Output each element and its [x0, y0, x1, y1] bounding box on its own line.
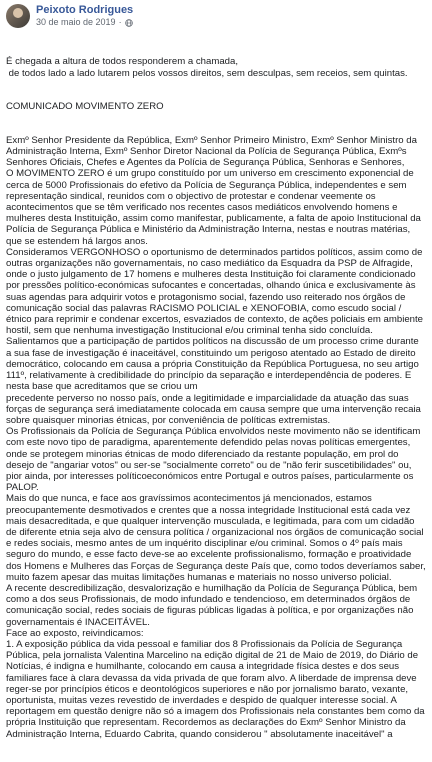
post-intro: É chegada a altura de todos responderem a chamada, de todos lado a lado lutarem pelos vossos direitos, sem desculpas, sem receios, sem quintas. [6, 56, 408, 79]
globe-icon [125, 19, 133, 27]
author-name[interactable]: Peixoto Rodrigues [36, 4, 134, 16]
post-heading: COMUNICADO MOVIMENTO ZERO [6, 101, 164, 113]
separator-dot: · [118, 17, 122, 27]
post-body [6, 34, 426, 762]
post-statement: Exmº Senhor Presidente da República, Exmº Senhor Primeiro Ministro, Exmº Senhor Ministro da Administração Interna, Exmº Senhor Diretor Nacional da Polícia de Segurança Pública, Exmºs Senhores Oficiais, Chefes e Agentes da Polícia de Segurança Pública, Senhoras e Senhores, O MOVIMENTO ZERO é um grupo constituído por um universo em crescimento exponencial de cerca de 5000 Profissionais do efetivo da Polícia de Segurança Pública, independentes e sem representação sindical, reunidos com o objectivo de protestar e condenar veemente os acontecimentos que se têm verificado nos recentes casos mediáticos envolvendo homens e mulheres desta Instituição, assim como manifestar, publicamente, a falta de apoio Institucional da Polícia de Segurança Pública e Ministério da Administração Interna, nestas e noutras matérias, que se estendem há largos anos. Consideramos VERGONHOSO o oportunismo de determinados partidos políticos, assim como de outras organizações não governamentais, no caso mediático da Esquadra da PSP de Alfragide, onde o justo julgamento de 17 homens e mulheres desta Instituição foi claramente condicionado por pressões político-económicas sufocantes e concertadas, olhando única e exclusivamente às suas agendas para adquirir votos e protagonismo social, fazendo uso reiterado nos órgãos de comunicação social das palavras RACISMO POLICIAL e XENOFOBIA, como escudo social / étnico para reprimir e condenar excertos, esvaziados de contexto, de ações policiais em ambiente hostil, sem que nenhuma investigação Institucional e/ou criminal tenha sido concluída. Salientamos que a participação de partidos políticos na discussão de um processo crime durante a sua fase de investigação é inaceitável, constituindo um perigoso atentado ao Estado de direito democrático, colocando em causa a própria Constituição da República Portuguesa, no seu artigo 111º, relativamente à credibilidade do princípio da separação e interdependência de poderes. E nesta base que acreditamos que se criou um precedente perverso no nosso país, onde a legitimidade e imparcialidade da atuação das suas forças de segurança será imediatamente colocada em causa sempre que uma intervenção recaia sobre quaisquer minorias étnicas, por conveniência de políticas extremistas. Os Profissionais da Polícia de Segurança Pública envolvidos neste movimento não se identificam com este novo tipo de paradigma, aparentemente defendido pelas novas políticas emergentes, onde se protegem minorias étnicas de modo diferenciado da restante população, em prol do desejo de "angariar votos" ou ser-se "socialmente correto" ou de "não ferir suscetibilidades" ou, pior ainda, por interesses políticoeconómicos entre Portugal e outros países, particularmente os PALOP. Mais do que nunca, e face aos gravíssimos acontecimentos já mencionados, estamos preocupantemente desmotivados e crentes que a nossa integridade Institucional está cada vez mais desacreditada, e que qualquer intervenção musculada, e legitimada, para com um cidadão de diferente etnia seja alvo de censura política / organizacional nos órgãos de comunicação social e redes sociais, mesmo antes de um inquérito disciplinar e/ou criminal. Somos o 4º país mais seguro do mundo, e esse facto deve-se ao excelente profissionalismo, formação e proatividade dos Homens e Mulheres das Forças de Segurança deste País que, como todos deveríamos saber, muito fazem apesar das muitas limitações humanas e materiais no nosso universo policial. A recente descredibilização, desvalorização e humilhação da Polícia de Segurança Pública, bem como a dos seus Profissionais, de modo infundado e tendencioso, em determinados órgãos de comunicação social, redes sociais de figuras públicas ligadas à política, e por organizações não governamentais é INACEITÁVEL. Face ao exposto, reivindicamos: 1. A exposição pública da vida pessoal e familiar dos 8 Profissionais da Polícia de Segurança Pública, pela jornalista Valentina Marcelino na edição digital de 21 de Maio de 2019, do Diário de Notícias, é indigna e humilhante, colocando em causa a integridade física destes e dos seus familiares face à clara devassa da vida privada de que foram alvo. A liberdade de imprensa deve reger-se por princípios éticos e deontológicos superiores e não por jornalismo barato, vexante, oportunista, muitas vezes revestido de inverdades e despido de qualquer interesse social. A reportagem em questão denigre não só a imagem dos Profissionais nela constantes bem como da própria Instituição que representam. Recordemos as declarações do Exmº Senhor Ministro da Administração Interna, Eduardo Cabrita, quando considerou " absolutamente inaceitável" a [6, 134, 426, 740]
post-subline [36, 17, 133, 28]
author-avatar[interactable] [6, 4, 30, 28]
post-header [6, 4, 426, 32]
post-meta [36, 4, 133, 28]
post-date[interactable]: 30 de maio de 2019 [36, 17, 116, 27]
